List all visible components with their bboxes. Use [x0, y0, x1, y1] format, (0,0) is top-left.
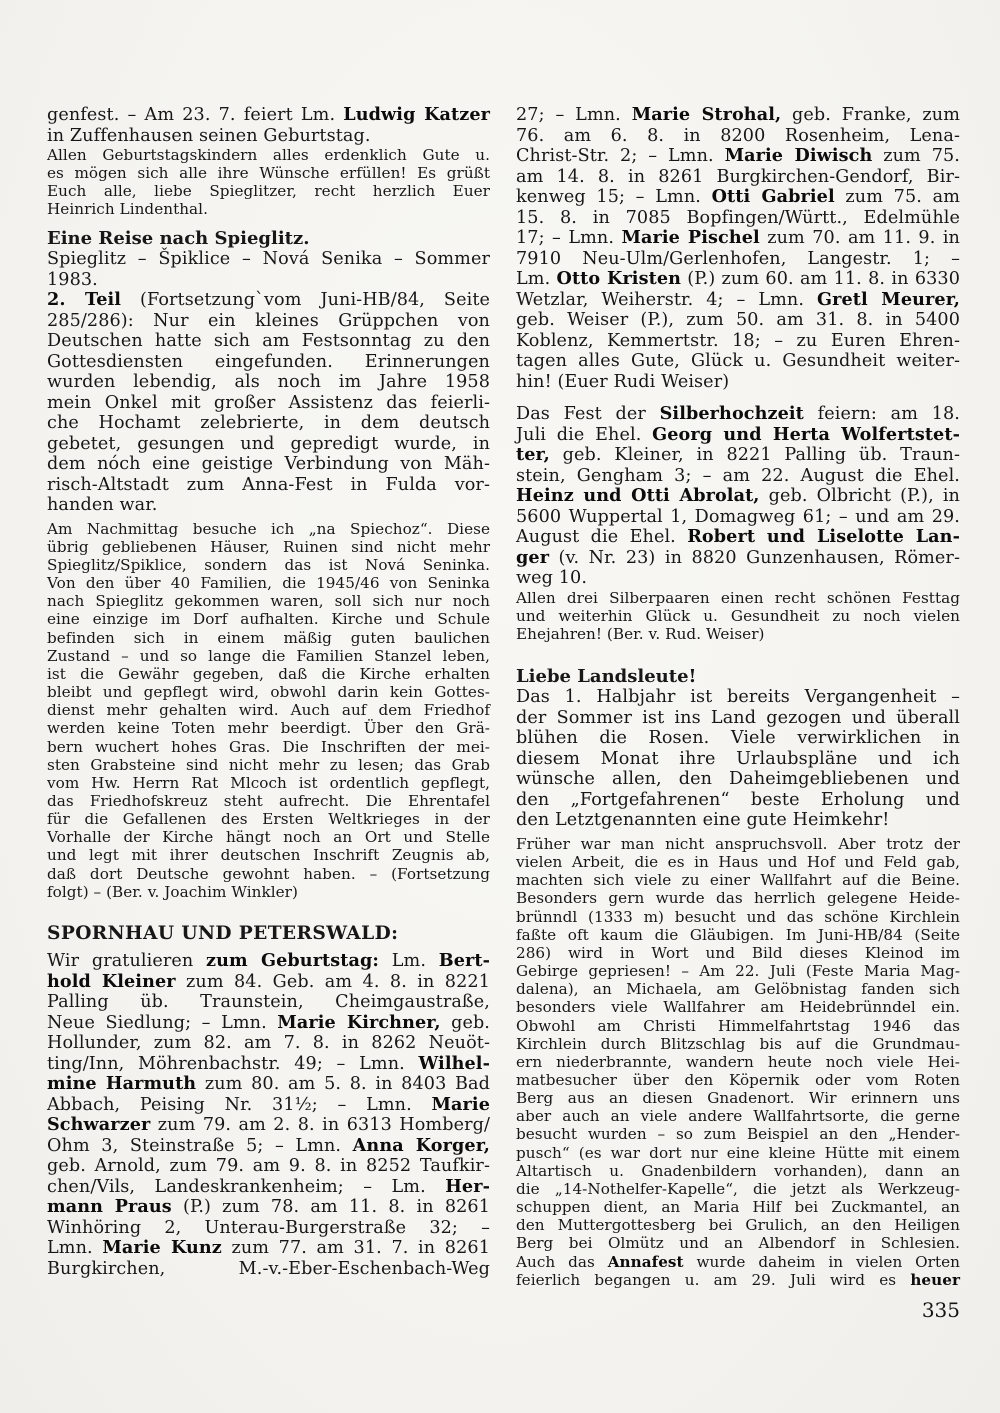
section-heading-reise-nach-spieglitz: Eine Reise nach Spieglitz.	[47, 227, 310, 249]
paragraph-silberhochzeit: Das Fest der Silberhochzeit feiern: am 18. Juli die Ehel. Georg und Herta Wolfertstet- ter, geb. Kleiner, in 8221 Palling üb. Traun- stein, Gengham 3; – am 22. August die Ehel. Heinz und Otti Abrolat, geb. Olbricht (P.), in 5600 Wuppertal 1, Domagweg 61; – und am 29. August die Ehel. Robert und Liselotte Lan- ger (v. Nr. 23) in 8820 Gunzenhausen, Römer- weg 10.	[516, 403, 960, 588]
paragraph-halbjahr: Das 1. Halbjahr ist bereits Vergangenheit – der Sommer ist ins Land gezogen und überall blühen die Rosen. Viele verwirklichen in diesem Monat ihre Urlaubspläne und ich wünsche allen, den Daheimgebliebenen und den „Fortgefahrenen“ beste Erholung und den Letztgenannten eine gute Heimkehr!	[516, 687, 960, 831]
paragraph-birthday-continuation: genfest. – Am 23. 7. feiert Lm. Ludwig Katzer in Zuffenhausen seinen Geburtstag.	[47, 104, 490, 146]
paragraph-reise-subtitle: Spieglitz – Špiklice – Nová Senika – Sommer 1983.	[47, 249, 490, 290]
paragraph-gratulationen-fortsetzung: 27; – Lmn. Marie Strohal, geb. Franke, zum 76. am 6. 8. in 8200 Rosenheim, Lena- Christ-Str. 2; – Lmn. Marie Diwisch zum 75. am 14. 8. in 8261 Burgkirchen-Gendorf, Bir- kenweg 15; – Lmn. Otti Gabriel zum 75. am 15. 8. in 7085 Bopfingen/Württ., Edelmühle 17; – Lmn. Marie Pischel zum 70. am 11. 9. in 7910 Neu-Ulm/Gerlenhofen, Langestr. 1; – Lm. Otto Kristen (P.) zum 60. am 11. 8. in 6330 Wetzlar, Weiherstr. 4; – Lmn. Gretl Meurer, geb. Weiser (P.), zum 50. am 31. 8. in 5400 Koblenz, Kemmertstr. 18; – zu Euren Ehren- tagen alles Gute, Glück u. Gesundheit weiter- hin! (Euer Rudi Weiser)	[516, 104, 961, 392]
paragraph-silberpaare-wuensche: Allen drei Silberpaaren einen recht schönen Festtag und weiterhin Glück u. Gesundheit zu noch vielen Ehejahren! (Ber. v. Rud. Weiser)	[516, 588, 960, 643]
paragraph-teil-2: 2. Teil (Fortsetzung`vom Juni-HB/84, Seite 285/286): Nur ein kleines Grüppchen von Deutschen hatte sich am Festsonntag zu den Gottesdiensten eingefunden. Erinnerungen wurden lebendig, als noch im Jahre 1958 mein Onkel mit großer Assistenz das feierli- che Hochamt zelebrierte, in dem deutsch gebetet, gesungen und gepredigt wurde, in dem nóch eine geistige Verbindung von Mäh- risch-Altstadt zum Anna-Fest in Fulda vor- handen war.	[47, 289, 491, 516]
section-heading-spornhau-peterswald: SPORNHAU UND PETERSWALD:	[47, 922, 399, 944]
paragraph-nachmittag-bericht: Am Nachmittag besuche ich „na Spiechoz“. Diese übrig gebliebenen Häuser, Ruinen sind nicht mehr Spieglitz/Spiklice, sondern das ist Nová Seninka. Von den über 40 Familien, die 1945/46 von Seninka nach Spieglitz gekommen waren, soll sich nur noch eine einzige im Dorf aufhalten. Kirche und Schule befinden sich in einem mäßig guten baulichen Zustand – und so lange die Familien Stanzel leben, ist die Gewähr gegeben, daß die Kirche erhalten bleibt und gepflegt wird, obwohl darin kein Gottes- dienst mehr gehalten wird. Auch auf dem Friedhof werden keine Toten mehr beerdigt. Über den Grä- bern wuchert hohes Gras. Die Inschriften der mei- sten Grabsteine sind nicht mehr zu lesen; das Grab vom Hw. Herrn Rat Mlcoch ist ordentlich gepflegt, das Friedhofskreuz steht aufrecht. Die Ehrentafel für die Gefallenen des Ersten Weltkrieges in der Vorhalle der Kirche hängt noch an Ort und Stelle und legt mit ihrer deutschen Inschrift Zeugnis ab, daß dort Deutsche gewohnt haben. – (Fortsetzung folgt) – (Ber. v. Joachim Winkler)	[47, 519, 490, 901]
section-heading-liebe-landsleute: Liebe Landsleute!	[516, 665, 697, 687]
page-number: 335	[921, 1298, 960, 1322]
paragraph-wallfahrt: Früher war man nicht anspruchsvoll. Aber trotz der vielen Arbeit, die es in Haus und Hof und Feld gab, machten sich viele zu einer Wallfahrt auf die Beine. Besonders gern wurde das herrlich gelegene Heide- brünndl (1333 m) besucht und das schöne Kirchlein faßte oft kaum die Gläubigen. Im Juni-HB/84 (Seite 286) wird in Wort und Bild dieses Kleinod im Gebirge gepriesen! – Am 22. Juli (Feste Maria Mag- dalena), an Michaela, am Gelöbnistag fanden sich besonders viele Wallfahrer am Heidebrünndel ein. Obwohl am Christi Himmelfahrtstag 1946 das Kirchlein durch Blitzschlag bis auf die Grundmau- ern niederbrannte, wandern heute noch viele Hei- matbesucher über den Köpernik oder vom Roten Berg aus an diesen Gnadenort. Wir erinnern uns aber auch an viele andere Wallfahrtsorte, die gerne besucht wurden – so zum Beispiel an den „Hender- pusch“ (es war dort nur eine kleine Hütte mit einem Altartisch u. Gnadenbildern vorhanden), dann an die „14-Nothelfer-Kapelle“, die jetzt als Werkzeug- schuppen dient, an Maria Hilf bei Zuckmantel, an den Muttergottesberg bei Grulich, an den Heiligen Berg bei Olmütz und an Albendorf in Schlesien. Auch das Annafest wurde daheim in vielen Orten feierlich begangen u. am 29. Juli wird es heuer	[516, 834, 961, 1289]
left-column	[47, 105, 490, 1279]
paragraph-birthday-greeting: Allen Geburtstagskindern alles erdenklich Gute u. es mögen sich alle ihre Wünsche erfüllen! Es grüßt Euch alle, liebe Spieglitzer, recht herzlich Euer Heinrich Lindenthal.	[47, 146, 490, 219]
right-column	[516, 105, 960, 1289]
paragraph-geburtstag-gratulationen: Wir gratulieren zum Geburtstag: Lm. Bert- hold Kleiner zum 84. Geb. am 4. 8. in 8221 Palling üb. Traunstein, Cheimgaustraße, Neue Siedlung; – Lmn. Marie Kirchner, geb. Hollunder, zum 82. am 7. 8. in 8262 Neuöt- ting/Inn, Möhrenbachstr. 49; – Lmn. Wilhel- mine Harmuth zum 80. am 5. 8. in 8403 Bad Abbach, Peising Nr. 31½; – Lmn. Marie Schwarzer zum 79. am 2. 8. in 6313 Homberg/ Ohm 3, Steinstraße 5; – Lmn. Anna Korger, geb. Arnold, zum 79. am 9. 8. in 8252 Taufkir- chen/Vils, Landeskrankenheim; – Lm. Her- mann Praus (P.) zum 78. am 11. 8. in 8261 Winhöring 2, Unterau-Burgerstraße 32; – Lmn. Marie Kunz zum 77. am 31. 7. in 8261 Burgkirchen, M.-v.-Eber-Eschenbach-Weg	[47, 950, 491, 1279]
